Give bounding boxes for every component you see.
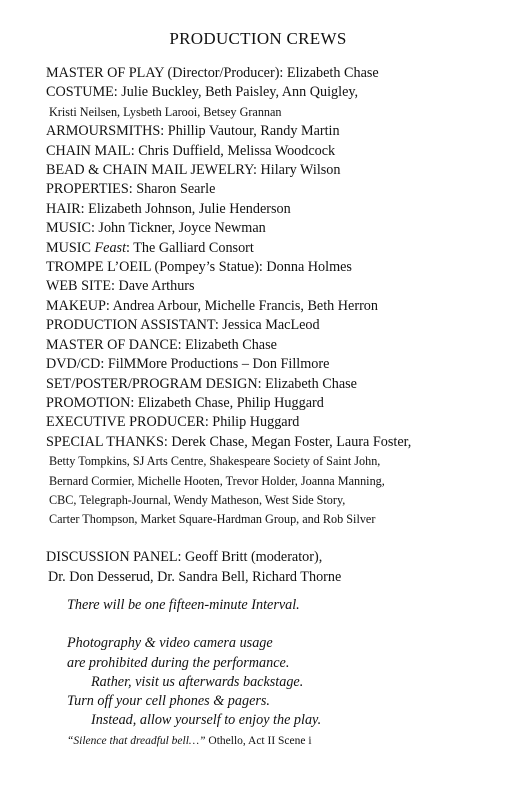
crew-line: DVD/CD: FilMMore Productions – Don Fillmore <box>46 356 330 373</box>
page-title: PRODUCTION CREWS <box>169 29 347 48</box>
crew-line: CHAIN MAIL: Chris Duffield, Melissa Woodcock <box>46 142 336 159</box>
crew-line: PROMOTION: Elizabeth Chase, Philip Huggard <box>46 394 324 411</box>
discussion-panel <box>46 548 508 587</box>
crew-line: EXECUTIVE PRODUCER: Philip Huggard <box>46 414 300 431</box>
crew-line: SET/POSTER/PROGRAM DESIGN: Elizabeth Chase <box>46 375 357 392</box>
crew-line: BEAD & CHAIN MAIL JEWELRY: Hilary Wilson <box>46 162 341 179</box>
crew-line: COSTUME: Julie Buckley, Beth Paisley, Ann Quigley, <box>46 84 359 101</box>
crew-line-continued: Kristi Neilsen, Lysbeth Larooi, Betsey Grannan <box>49 104 282 119</box>
crew-line: MASTER OF DANCE: Elizabeth Chase <box>46 336 277 353</box>
crew-line: ARMOURSMITHS: Phillip Vautour, Randy Martin <box>46 123 340 140</box>
quote-source: Othello, Act II Scene i <box>205 734 312 747</box>
crew-list <box>46 64 508 530</box>
crew-line: MAKEUP: Andrea Arbour, Michelle Francis, Beth Herron <box>46 297 378 314</box>
photo-note: are prohibited during the performance. <box>67 654 290 671</box>
crew-line: SPECIAL THANKS: Derek Chase, Megan Foster, Laura Foster, <box>46 433 412 450</box>
interval-note: There will be one fifteen-minute Interval. <box>67 597 300 613</box>
audience-notes <box>67 596 507 750</box>
enjoy-note: Instead, allow yourself to enjoy the play. <box>91 712 322 729</box>
crew-line: HAIR: Elizabeth Johnson, Julie Henderson <box>46 200 291 217</box>
crew-line: TROMPE L’OEIL (Pompey’s Statue): Donna Holmes <box>46 259 352 276</box>
phones-note: Turn off your cell phones & pagers. <box>67 693 270 710</box>
crew-line: PRODUCTION ASSISTANT: Jessica MacLeod <box>46 317 320 334</box>
crew-line: WEB SITE: Dave Arthurs <box>46 278 195 295</box>
crew-line: MASTER OF PLAY (Director/Producer): Elizabeth Chase <box>46 65 379 81</box>
crew-line-music-feast <box>46 239 508 258</box>
crew-label-italic: Feast <box>94 239 127 256</box>
quote-text: “Silence that dreadful bell…” <box>67 734 206 747</box>
crew-line-continued: Carter Thompson, Market Square-Hardman Group, and Rob Silver <box>49 512 376 527</box>
crew-line: PROPERTIES: Sharon Searle <box>46 181 216 198</box>
panel-line: DISCUSSION PANEL: Geoff Britt (moderator), <box>46 549 323 565</box>
photo-note: Rather, visit us afterwards backstage. <box>91 673 304 690</box>
crew-label: MUSIC <box>46 239 95 256</box>
crew-line-continued: Bernard Cormier, Michelle Hooten, Trevor Holder, Joanna Manning, <box>49 473 385 488</box>
crew-line: MUSIC: John Tickner, Joyce Newman <box>46 220 266 237</box>
panel-line: Dr. Don Desserud, Dr. Sandra Bell, Richard Thorne <box>48 568 342 585</box>
crew-names: : The Galliard Consort <box>126 239 254 256</box>
closing-quote <box>67 733 507 750</box>
photo-note: Photography & video camera usage <box>67 635 273 652</box>
crew-line-continued: CBC, Telegraph-Journal, Wendy Matheson, West Side Story, <box>49 492 346 507</box>
crew-line-continued: Betty Tompkins, SJ Arts Centre, Shakespeare Society of Saint John, <box>49 454 381 469</box>
